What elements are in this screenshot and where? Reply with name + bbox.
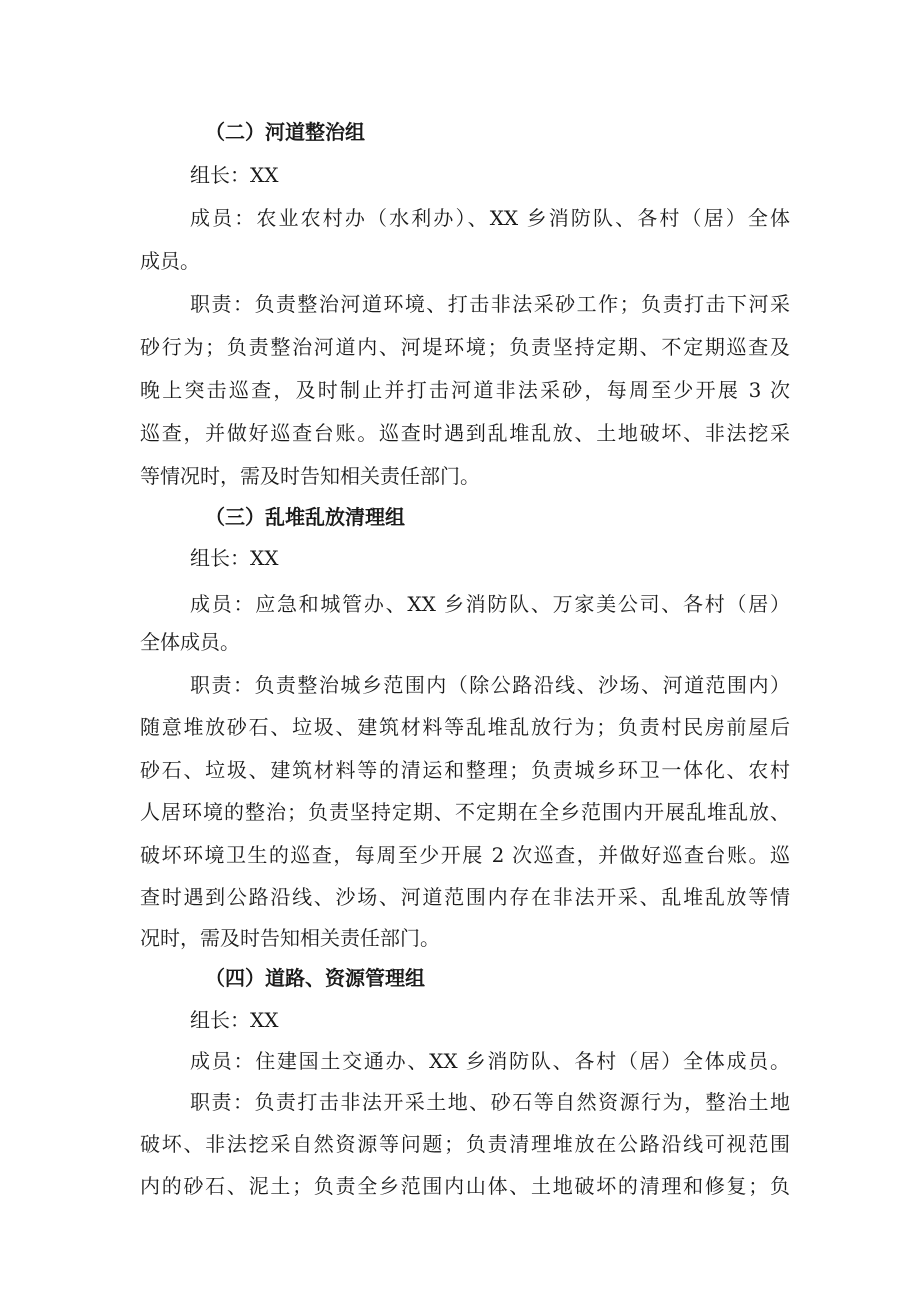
members-line: 全体成员。 xyxy=(140,630,240,654)
duties-line: 人居环境的整治；负责坚持定期、不定期在全乡范围内开展乱堆乱放、 xyxy=(140,800,790,824)
duties-line: 破坏环境卫生的巡查，每周至少开展 2 次巡查，并做好巡查台账。巡 xyxy=(140,843,790,867)
members-line: 成员：农业农村办（水利办）、XX 乡消防队、各村（居）全体 xyxy=(190,206,790,230)
duties-line: 职责：负责整治城乡范围内（除公路沿线、沙场、河道范围内） xyxy=(190,673,790,697)
duties-line: 职责：负责打击非法开采土地、砂石等自然资源行为，整治土地 xyxy=(190,1090,790,1114)
section-heading: （四）道路、资源管理组 xyxy=(205,966,425,990)
duties-line: 随意堆放砂石、垃圾、建筑材料等乱堆乱放行为；负责村民房前屋后 xyxy=(140,715,790,739)
duties-line: 内的砂石、泥土；负责全乡范围内山体、土地破坏的清理和修复；负 xyxy=(140,1174,790,1198)
duties-line: 破坏、非法挖采自然资源等问题；负责清理堆放在公路沿线可视范围 xyxy=(140,1132,790,1156)
members-line: 成员：住建国土交通办、XX 乡消防队、各村（居）全体成员。 xyxy=(190,1049,790,1073)
duties-line: 查时遇到公路沿线、沙场、河道范围内存在非法开采、乱堆乱放等情 xyxy=(140,885,790,909)
leader-line: 组长：XX xyxy=(190,546,279,570)
section-heading: （二）河道整治组 xyxy=(205,120,365,144)
members-line: 成员。 xyxy=(140,249,200,273)
duties-line: 晚上突击巡查，及时制止并打击河道非法采砂，每周至少开展 3 次 xyxy=(140,378,790,402)
duties-line: 职责：负责整治河道环境、打击非法采砂工作；负责打击下河采 xyxy=(190,292,790,316)
leader-line: 组长：XX xyxy=(190,1008,279,1032)
duties-line: 等情况时，需及时告知相关责任部门。 xyxy=(140,464,480,488)
duties-line: 况时，需及时告知相关责任部门。 xyxy=(140,926,440,950)
duties-line: 巡查，并做好巡查台账。巡查时遇到乱堆乱放、土地破坏、非法挖采 xyxy=(140,421,790,445)
members-line: 成员：应急和城管办、XX 乡消防队、万家美公司、各村（居） xyxy=(190,592,790,616)
section-heading: （三）乱堆乱放清理组 xyxy=(205,505,405,529)
leader-line: 组长：XX xyxy=(190,163,279,187)
duties-line: 砂行为；负责整治河道内、河堤环境；负责坚持定期、不定期巡查及 xyxy=(140,335,790,359)
duties-line: 砂石、垃圾、建筑材料等的清运和整理；负责城乡环卫一体化、农村 xyxy=(140,758,790,782)
